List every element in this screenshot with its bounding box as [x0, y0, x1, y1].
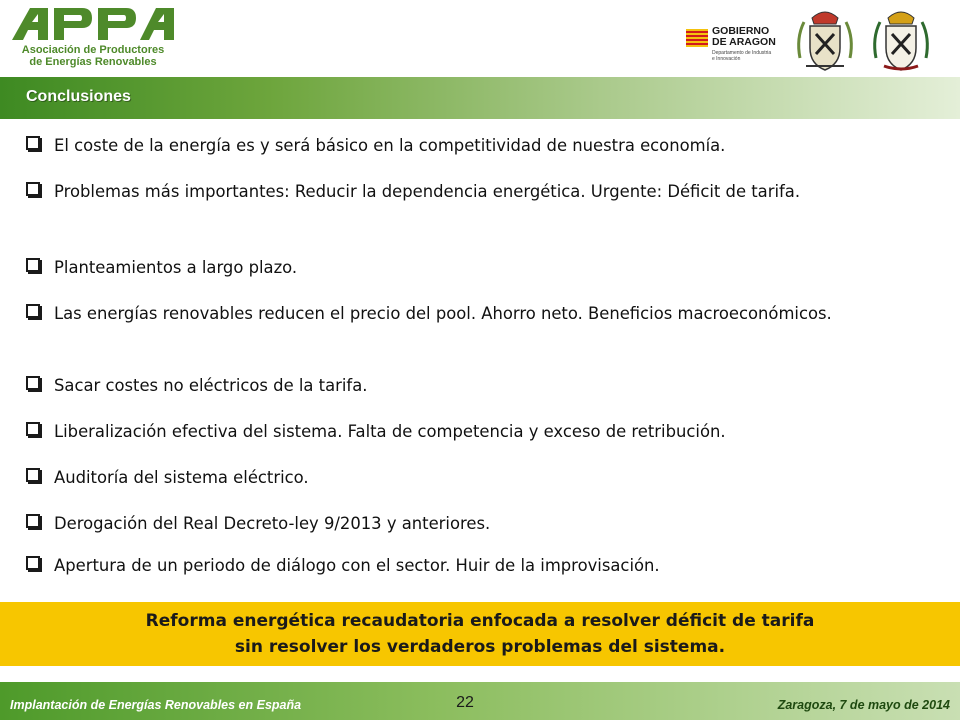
bullet-text: Liberalización efectiva del sistema. Falta de competencia y exceso de retribución.: [54, 422, 726, 441]
bullet-text: Auditoría del sistema eléctrico.: [54, 468, 309, 487]
appa-logo: [8, 6, 178, 70]
checkbox-square-icon: [26, 376, 40, 390]
gov-logo-sub: Departamento de Industria e Innovación: [712, 50, 772, 62]
checkbox-square-icon: [26, 304, 40, 318]
coat-of-arms-icon: [870, 8, 932, 74]
gobierno-aragon-logo: [686, 24, 778, 64]
checkbox-square-icon: [26, 556, 40, 570]
bullet-text: Planteamientos a largo plazo.: [54, 258, 298, 277]
appa-logo-line2: de Energías Renovables: [29, 56, 157, 68]
checkbox-square-icon: [26, 136, 40, 150]
checkbox-square-icon: [26, 422, 40, 436]
checkbox-square-icon: [26, 182, 40, 196]
bullet-text: El coste de la energía es y será básico en la competitividad de nuestra economía.: [54, 136, 726, 155]
checkbox-square-icon: [26, 468, 40, 482]
section-title-bar: [0, 77, 960, 119]
bullet-text: Las energías renovables reducen el precio del pool. Ahorro neto. Beneficios macroeconómicos.: [54, 304, 832, 323]
slide-footer: [0, 682, 960, 720]
coat-of-arms-icon: [794, 8, 856, 74]
aragon-flag-icon: [686, 29, 708, 47]
bullet-text: Sacar costes no eléctricos de la tarifa.: [54, 376, 368, 395]
gov-logo-line1: GOBIERNO: [712, 25, 770, 37]
highlight-box: [0, 602, 960, 666]
checkbox-square-icon: [26, 258, 40, 272]
highlight-line1: Reforma energética recaudatoria enfocada a resolver déficit de tarifa: [145, 611, 815, 631]
footer-date: Zaragoza, 7 de mayo de 2014: [777, 698, 950, 712]
highlight-line2: sin resolver los verdaderos problemas del sistema.: [234, 637, 726, 657]
checkbox-square-icon: [26, 514, 40, 528]
bullet-text: Problemas más importantes: Reducir la dependencia energética. Urgente: Déficit de tarifa.: [54, 182, 801, 201]
footer-title: Implantación de Energías Renovables en España: [10, 698, 302, 712]
bullet-text: Derogación del Real Decreto-ley 9/2013 y anteriores.: [54, 514, 491, 533]
appa-logo-line1: Asociación de Productores: [21, 44, 165, 56]
page-number: 22: [456, 694, 474, 711]
slide-header: [0, 0, 960, 76]
appa-logo-letters-icon: [8, 6, 178, 42]
gov-logo-line2: DE ARAGON: [712, 36, 776, 48]
section-title: Conclusiones: [26, 88, 131, 105]
bullet-text: Apertura de un periodo de diálogo con el sector. Huir de la improvisación.: [54, 556, 660, 575]
